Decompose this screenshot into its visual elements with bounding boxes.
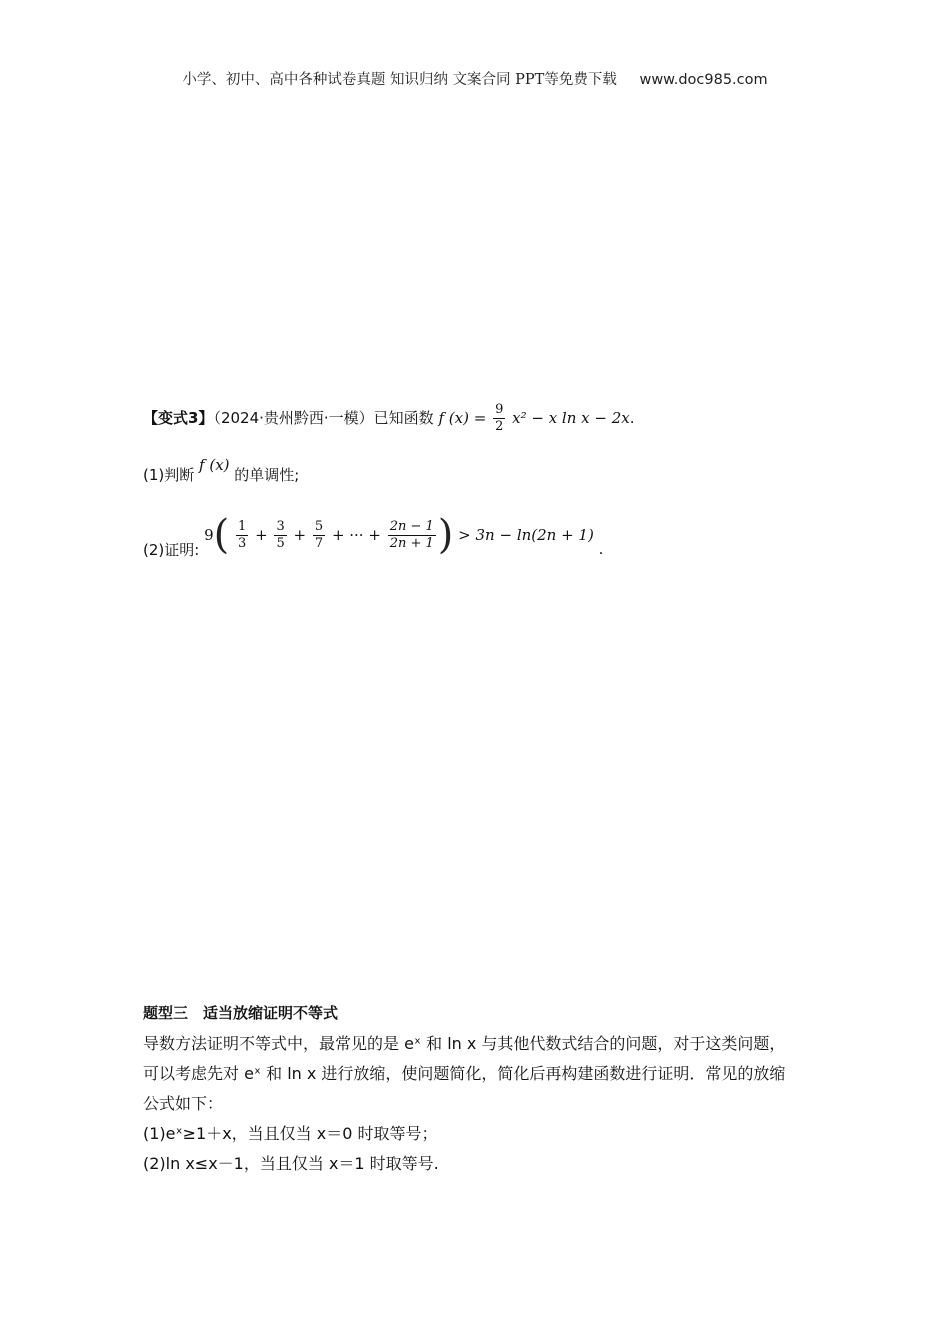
func-period: . bbox=[629, 409, 635, 427]
frac-5-7: $\frac{5}{7}$ bbox=[314, 518, 324, 551]
section3-formula1: (1)eˣ≥1＋x，当且仅当 x＝0 时取等号； bbox=[143, 1124, 438, 1143]
part2-label: (2)证明: bbox=[143, 540, 200, 559]
part2 bbox=[143, 512, 603, 558]
variant3-source: （2024·贵州黔西·一模） bbox=[213, 409, 374, 427]
func-rhs: x² − x ln x − 2x bbox=[512, 409, 630, 427]
variant3-intro: 已知函数 bbox=[373, 409, 434, 427]
frac-1-3: $\frac{1}{3}$ bbox=[238, 518, 247, 551]
part1-fx: f (x) bbox=[199, 456, 230, 474]
variant3-statement bbox=[143, 402, 635, 435]
section3-line3: 公式如下： bbox=[143, 1094, 224, 1113]
dots: + ··· + bbox=[331, 526, 381, 544]
section3-line2: 可以考虑先对 eˣ 和 ln x 进行放缩，使问题简化，简化后再构建函数进行证明．常见的放缩 bbox=[143, 1064, 786, 1083]
header-site[interactable]: www.doc985.com bbox=[639, 72, 768, 88]
part1 bbox=[143, 456, 300, 485]
func-fraction: $\frac{9}{2}$ bbox=[495, 402, 504, 434]
part1-label: (1)判断 bbox=[143, 466, 195, 484]
left-paren: ( bbox=[213, 512, 230, 558]
func-lhs: f (x) = bbox=[438, 409, 487, 427]
part1-text: 的单调性; bbox=[234, 466, 300, 484]
part2-coef: 9 bbox=[204, 526, 214, 544]
plus-2: + bbox=[293, 526, 307, 544]
section3-formula2: (2)ln x≤x－1，当且仅当 x＝1 时取等号. bbox=[143, 1154, 439, 1173]
part2-rhs: > 3n − ln(2n + 1) bbox=[458, 526, 594, 544]
variant3-label: 【变式3】 bbox=[143, 409, 214, 427]
part2-end: . bbox=[598, 540, 604, 558]
right-paren: ) bbox=[437, 512, 454, 558]
header-text: 小学、初中、高中各种试卷真题 知识归纳 文案合同 PPT等免费下载 bbox=[182, 72, 617, 88]
plus-1: + bbox=[255, 526, 268, 544]
page-header bbox=[0, 68, 950, 89]
frac-general: $\frac{2n - 1}{2n + 1}$ bbox=[389, 518, 434, 551]
section3-line1: 导数方法证明不等式中，最常见的是 eˣ 和 ln x 与其他代数式结合的问题，对于这类问题， bbox=[143, 1034, 786, 1053]
frac-3-5: $\frac{3}{5}$ bbox=[276, 518, 285, 551]
section3-title: 题型三 适当放缩证明不等式 bbox=[143, 1004, 339, 1022]
